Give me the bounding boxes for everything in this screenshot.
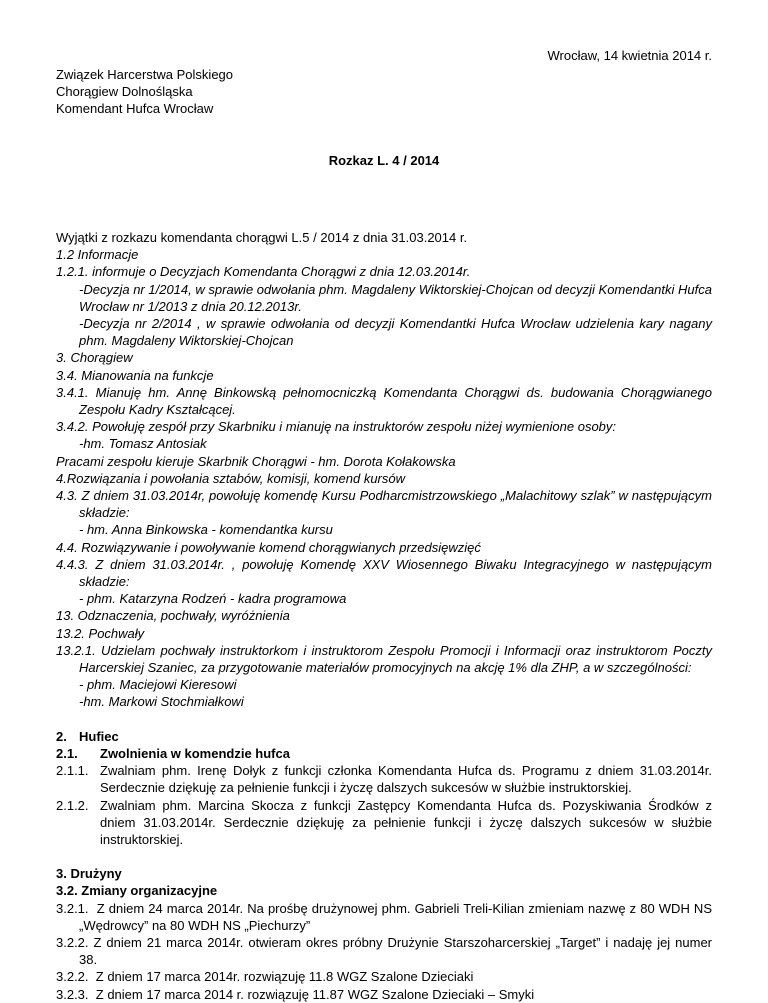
- subsection-heading: 3.2. Zmiany organizacyjne: [56, 883, 218, 899]
- document-body: [56, 229, 712, 1003]
- excerpt-line: 13. Odznaczenia, pochwały, wyróżnienia: [56, 608, 290, 624]
- excerpt-line: 3.4.1. Mianuję hm. Annę Binkowską pełnomocniczką Komendanta Chorągwi ds. budowania Chorągwianego Zespołu Kadry Kształcącej.: [56, 384, 712, 418]
- organization-block: [56, 66, 233, 118]
- excerpt-line: 1.2.1. informuje o Decyzjach Komendanta Chorągwi z dnia 12.03.2014r.: [56, 264, 471, 280]
- excerpt-line: -Decyzja nr 1/2014, w sprawie odwołania phm. Magdaleny Wiktorskiej-Chojcan od decyzji Komendantki Hufca Wrocław nr 1/2013 z dnia 20.12.2013r.: [79, 281, 712, 314]
- list-item: 3.2.2. Z dniem 17 marca 2014r. rozwiązuję 11.8 WGZ Szalone Dzieciaki: [56, 969, 474, 985]
- document-date: Wrocław, 14 kwietnia 2014 r.: [547, 48, 712, 63]
- list-item: 3.2.3. Z dniem 17 marca 2014 r. rozwiązuję 11.87 WGZ Szalone Dzieciaki – Smyki: [56, 986, 535, 1002]
- section-number: 2.: [56, 728, 67, 744]
- excerpt-line: Pracami zespołu kieruje Skarbnik Chorągwi - hm. Dorota Kołakowska: [56, 453, 456, 469]
- list-item: 3.2.1. Z dniem 24 marca 2014r. Na prośbę drużynowej phm. Gabrieli Treli-Kilian zmieniam nazwę z 80 WDH NS „Wędrowcy” na 80 WDH NS „Piechurzy”: [56, 900, 712, 933]
- excerpt-line: - phm. Maciejowi Kieresowi: [79, 677, 237, 693]
- list-item: 3.2.2. Z dniem 21 marca 2014r. otwieram okres próbny Drużynie Starszoharcerskiej „Target” i nadaję jej numer 38.: [56, 934, 712, 968]
- subsection-heading: 2.1. Zwolnienia w komendzie hufca: [56, 745, 290, 761]
- section-heading: 2. Hufiec: [56, 728, 119, 744]
- excerpt-line: -hm. Tomasz Antosiak: [79, 436, 207, 452]
- document-title: Rozkaz L. 4 / 2014: [328, 153, 440, 168]
- excerpt-line: 13.2.1. Udzielam pochwały instruktorkom i instruktorom Zespołu Promocji i Informacji oraz instruktorom Poczty Harcerskiej Szaniec, za przygotowanie materiałów promocyjnych na akcję 1% dla ZHP, a w szczególności:: [56, 642, 712, 676]
- list-item: 2.1.1. Zwalniam phm. Irenę Dołyk z funkcji członka Komendanta Hufca ds. Programu z dniem 31.03.2014r. Serdecznie dziękuję za pełnienie funkcji i życzę dalszych sukcesów w służbie instruktorskiej.: [56, 763, 712, 796]
- org-line: Komendant Hufca Wrocław: [56, 101, 214, 117]
- excerpt-line: -Decyzja nr 2/2014 , w sprawie odwołania od decyzji Komendantki Hufca Wrocław udzielenia kary nagany phm. Magdaleny Wiktorskiej-Chojcan: [79, 316, 712, 349]
- excerpt-line: -hm. Markowi Stochmiałkowi: [79, 694, 244, 710]
- excerpt-line: 1.2 Informacje: [56, 247, 139, 263]
- excerpt-line: 4.3. Z dniem 31.03.2014r, powołuję komendę Kursu Podharcmistrzowskiego „Malachitowy szlak” w następującym składzie:: [56, 488, 712, 521]
- excerpt-line: 4.4. Rozwiązywanie i powoływanie komend chorągwianych przedsięwzięć: [56, 539, 481, 555]
- excerpt-line: - hm. Anna Binkowska - komendantka kursu: [79, 522, 333, 538]
- org-line: Związek Harcerstwa Polskiego: [56, 67, 234, 82]
- excerpt-line: 4.4.3. Z dniem 31.03.2014r. , powołuję Komendę XXV Wiosennego Biwaku Integracyjnego w następującym składzie:: [56, 556, 712, 590]
- excerpt-line: 13.2. Pochwały: [56, 625, 145, 641]
- org-line: Chorągiew Dolnośląska: [56, 84, 193, 100]
- section-heading: 3. Drużyny: [56, 866, 122, 882]
- excerpt-line: 3. Chorągiew: [56, 350, 133, 366]
- excerpt-line: - phm. Katarzyna Rodzeń - kadra programowa: [79, 591, 347, 607]
- subsection-number: 2.1.: [56, 745, 78, 761]
- excerpt-intro: Wyjątki z rozkazu komendanta chorągwi L.5 / 2014 z dnia 31.03.2014 r.: [56, 230, 468, 245]
- excerpt-line: 4.Rozwiązania i powołania sztabów, komisji, komend kursów: [56, 470, 405, 486]
- excerpt-line: 3.4. Mianowania na funkcje: [56, 367, 214, 383]
- excerpt-line: 3.4.2. Powołuję zespół przy Skarbniku i mianuję na instruktorów zespołu niżej wymienione osoby:: [56, 419, 617, 435]
- list-item: 2.1.2. Zwalniam phm. Marcina Skocza z funkcji Zastępcy Komendanta Hufca ds. Pozyskiwania Środków z dniem 31.03.2014r. Serdecznie dziękuję za pełnienie funkcji i życzę dalszych sukcesów w służbie instruktorskiej.: [56, 797, 712, 847]
